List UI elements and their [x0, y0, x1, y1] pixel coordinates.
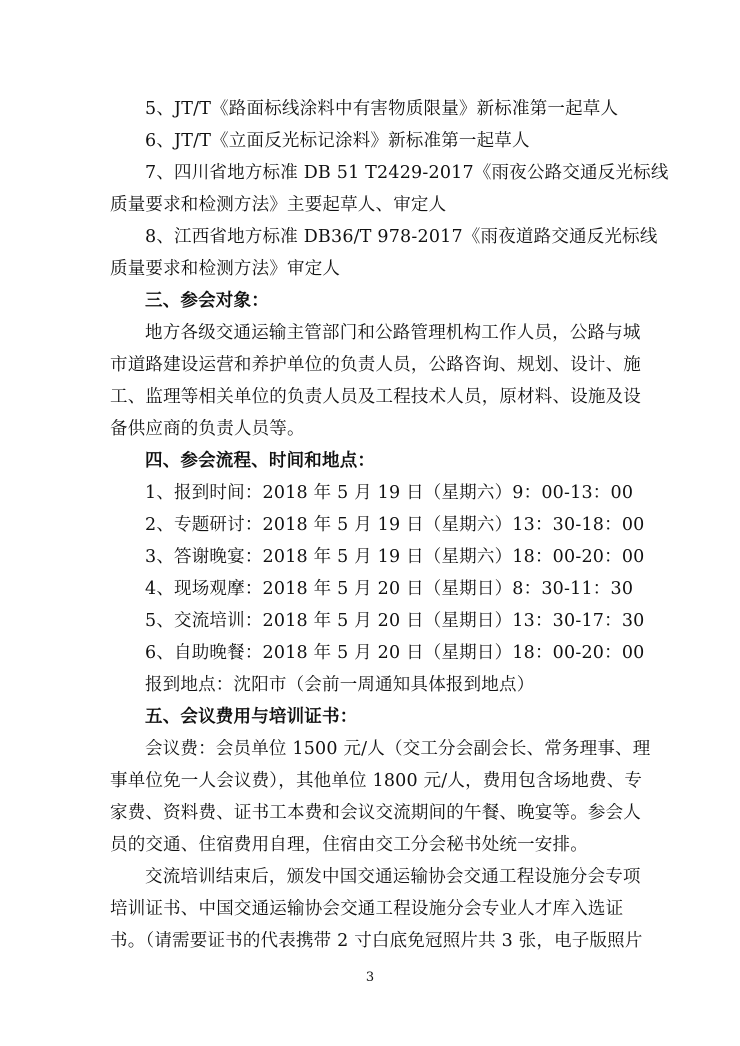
list-item-continuation: 质量要求和检测方法》审定人: [110, 259, 341, 279]
section-heading-schedule: 四、参会流程、时间和地点：: [145, 451, 376, 471]
list-item: 7、四川省地方标准 DB 51 T2429-2017《雨夜公路交通反光标线: [145, 163, 669, 183]
schedule-row: [145, 545, 645, 569]
list-item: 5、JT/T《路面标线涂料中有害物质限量》新标准第一起草人: [145, 99, 619, 119]
schedule-time: 18：00-20：00: [512, 643, 645, 663]
schedule-row: [145, 513, 645, 537]
schedule-time: 9：00-13：00: [512, 483, 634, 503]
schedule-label: 5、交流培训：2018 年 5 月 20 日（星期日）: [145, 611, 513, 631]
schedule-label: 1、报到时间：2018 年 5 月 19 日（星期六）: [145, 483, 513, 503]
schedule-row: [145, 481, 634, 505]
paragraph-line: 市道路建设运营和养护单位的负责人员，公路咨询、规划、设计、施: [110, 355, 641, 375]
schedule-time: 8：30-11：30: [512, 579, 634, 599]
registration-location: 报到地点：沈阳市（会前一周通知具体报到地点）: [145, 675, 535, 695]
list-item: 6、JT/T《立面反光标记涂料》新标准第一起草人: [145, 131, 530, 151]
section-heading-fees: 五、会议费用与培训证书：: [145, 707, 358, 727]
paragraph-line: 备供应商的负责人员等。: [110, 419, 305, 439]
section-heading-attendees: 三、参会对象：: [145, 291, 269, 311]
paragraph-line: 家费、资料费、证书工本费和会议交流期间的午餐、晚宴等。参会人: [110, 803, 641, 823]
schedule-row: [145, 641, 645, 665]
paragraph-line: 地方各级交通运输主管部门和公路管理机构工作人员，公路与城: [145, 323, 641, 343]
schedule-row: [145, 577, 634, 601]
page-number: 3: [365, 970, 375, 985]
paragraph-line: 事单位免一人会议费），其他单位 1800 元/人，费用包含场地费、专: [110, 771, 643, 791]
list-item: 8、江西省地方标准 DB36/T 978-2017《雨夜道路交通反光标线: [145, 227, 658, 247]
schedule-label: 6、自助晚餐：2018 年 5 月 20 日（星期日）: [145, 643, 513, 663]
schedule-row: [145, 609, 645, 633]
paragraph-line: 书。（请需要证书的代表携带 2 寸白底免冠照片共 3 张，电子版照片: [110, 931, 643, 951]
paragraph-line: 员的交通、住宿费用自理，住宿由交工分会秘书处统一安排。: [110, 835, 588, 855]
schedule-label: 3、答谢晚宴：2018 年 5 月 19 日（星期六）: [145, 547, 513, 567]
schedule-label: 4、现场观摩：2018 年 5 月 20 日（星期日）: [145, 579, 513, 599]
paragraph-line: 交流培训结束后，颁发中国交通运输协会交通工程设施分会专项: [145, 867, 641, 887]
list-item-continuation: 质量要求和检测方法》主要起草人、审定人: [110, 195, 447, 215]
schedule-label: 2、专题研讨：2018 年 5 月 19 日（星期六）: [145, 515, 513, 535]
schedule-time: 13：30-18：00: [512, 515, 645, 535]
schedule-time: 13：30-17：30: [512, 611, 645, 631]
schedule-time: 18：00-20：00: [512, 547, 645, 567]
paragraph-line: 会议费：会员单位 1500 元/人（交工分会副会长、常务理事、理: [145, 739, 651, 759]
paragraph-line: 工、监理等相关单位的负责人员及工程技术人员，原材料、设施及设: [110, 387, 641, 407]
paragraph-line: 培训证书、中国交通运输协会交通工程设施分会专业人才库入选证: [110, 899, 624, 919]
